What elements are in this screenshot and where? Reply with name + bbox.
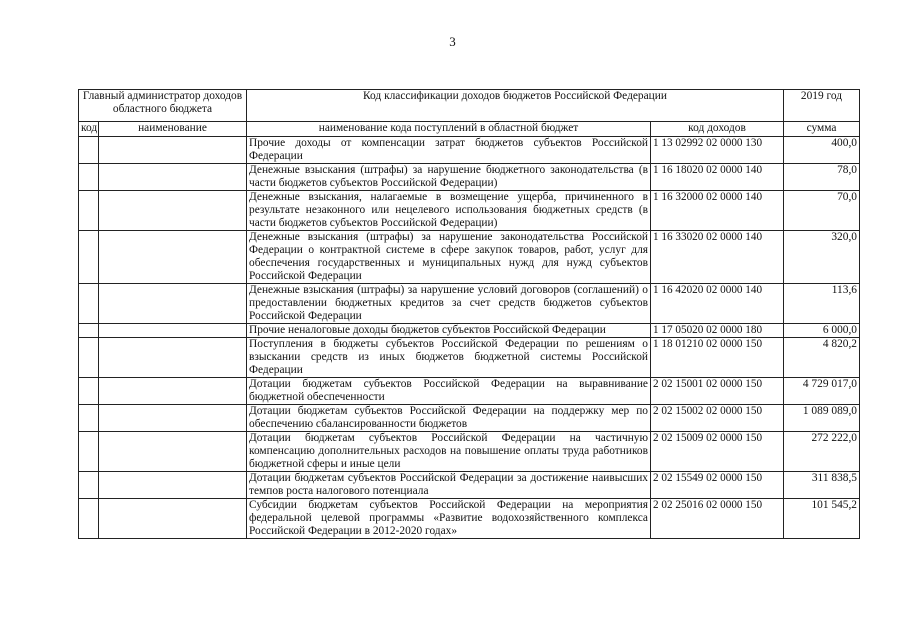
amount-cell: 400,0 [784,137,860,164]
table-row [79,432,860,472]
admin-code-cell [79,164,99,191]
admin-name-cell [99,338,247,378]
admin-name-cell [99,164,247,191]
revenue-name-cell: Субсидии бюджетам субъектов Российской Федерации на мероприятия федеральной целевой программы «Развитие водохозяйственного комплекса Российской Федерации в 2012-2020 годах» [247,499,651,539]
revenue-code-cell: 1 16 18020 02 0000 140 [651,164,784,191]
admin-name-cell [99,231,247,284]
admin-name-cell [99,499,247,539]
header-col-code: код [79,122,99,137]
revenue-name-cell: Поступления в бюджеты субъектов Российской Федерации по решениям о взыскании средств из иных бюджетов бюджетной системы Российской Федерации [247,338,651,378]
revenue-name-cell: Прочие неналоговые доходы бюджетов субъектов Российской Федерации [247,324,651,338]
amount-cell: 101 545,2 [784,499,860,539]
amount-cell: 320,0 [784,231,860,284]
table-header-row-1 [79,90,860,122]
table-row [79,338,860,378]
table-row [79,324,860,338]
header-col-revenue-code: код доходов [651,122,784,137]
admin-code-cell [79,191,99,231]
admin-code-cell [79,405,99,432]
admin-name-cell [99,378,247,405]
header-col-revenue-name: наименование кода поступлений в областной бюджет [247,122,651,137]
header-classification-group: Код классификации доходов бюджетов Российской Федерации [247,90,784,122]
admin-code-cell [79,231,99,284]
revenue-code-cell: 1 16 32000 02 0000 140 [651,191,784,231]
admin-name-cell [99,137,247,164]
admin-name-cell [99,405,247,432]
revenue-code-cell: 2 02 25016 02 0000 150 [651,499,784,539]
table-row [79,164,860,191]
admin-code-cell [79,284,99,324]
amount-cell: 78,0 [784,164,860,191]
table-row [79,231,860,284]
amount-cell: 4 820,2 [784,338,860,378]
admin-name-cell [99,191,247,231]
revenue-code-cell: 2 02 15001 02 0000 150 [651,378,784,405]
revenue-name-cell: Дотации бюджетам субъектов Российской Федерации на выравнивание бюджетной обеспеченности [247,378,651,405]
revenue-name-cell: Денежные взыскания (штрафы) за нарушение условий договоров (соглашений) о предоставлении бюджетных кредитов за счет средств бюджетов субъектов Российской Федерации [247,284,651,324]
admin-code-cell [79,499,99,539]
revenue-code-cell: 1 16 33020 02 0000 140 [651,231,784,284]
revenue-code-cell: 1 18 01210 02 0000 150 [651,338,784,378]
table-row [79,137,860,164]
amount-cell: 6 000,0 [784,324,860,338]
amount-cell: 4 729 017,0 [784,378,860,405]
revenue-name-cell: Дотации бюджетам субъектов Российской Федерации на частичную компенсацию дополнительных расходов на повышение оплаты труда работников бюджетной сферы и иные цели [247,432,651,472]
revenue-name-cell: Дотации бюджетам субъектов Российской Федерации на поддержку мер по обеспечению сбалансированности бюджетов [247,405,651,432]
table-row [79,284,860,324]
page-number: 3 [449,34,456,49]
admin-code-cell [79,338,99,378]
revenue-code-cell: 2 02 15009 02 0000 150 [651,432,784,472]
revenue-classification-table [78,89,860,539]
table-body [79,137,860,539]
table-row [79,191,860,231]
header-year: 2019 год [784,90,860,122]
revenue-code-cell: 1 17 05020 02 0000 180 [651,324,784,338]
table-header-row-2 [79,122,860,137]
revenue-name-cell: Прочие доходы от компенсации затрат бюджетов субъектов Российской Федерации [247,137,651,164]
revenue-name-cell: Денежные взыскания (штрафы) за нарушение бюджетного законодательства (в части бюджетов субъектов Российской Федерации) [247,164,651,191]
amount-cell: 311 838,5 [784,472,860,499]
header-col-name: наименование [99,122,247,137]
admin-code-cell [79,472,99,499]
revenue-name-cell: Денежные взыскания (штрафы) за нарушение законодательства Российской Федерации о контрактной системе в сфере закупок товаров, работ, услуг для обеспечения государственных и муниципальных нужд для нужд субъектов Российской Федерации [247,231,651,284]
revenue-code-cell: 2 02 15549 02 0000 150 [651,472,784,499]
table-row [79,378,860,405]
admin-name-cell [99,324,247,338]
table-row [79,405,860,432]
header-col-amount: сумма [784,122,860,137]
table-row [79,499,860,539]
admin-code-cell [79,378,99,405]
revenue-code-cell: 2 02 15002 02 0000 150 [651,405,784,432]
admin-code-cell [79,432,99,472]
revenue-code-cell: 1 16 42020 02 0000 140 [651,284,784,324]
header-admin-group: Главный администратор доходов областного бюджета [79,90,247,122]
amount-cell: 272 222,0 [784,432,860,472]
revenue-name-cell: Денежные взыскания, налагаемые в возмещение ущерба, причиненного в результате незаконного или нецелевого использования бюджетных средств (в части бюджетов субъектов Российской Федерации) [247,191,651,231]
revenue-name-cell: Дотации бюджетам субъектов Российской Федерации за достижение наивысших темпов роста налогового потенциала [247,472,651,499]
revenue-code-cell: 1 13 02992 02 0000 130 [651,137,784,164]
admin-name-cell [99,472,247,499]
amount-cell: 1 089 089,0 [784,405,860,432]
admin-name-cell [99,432,247,472]
amount-cell: 70,0 [784,191,860,231]
admin-name-cell [99,284,247,324]
admin-code-cell [79,324,99,338]
admin-code-cell [79,137,99,164]
table-row [79,472,860,499]
amount-cell: 113,6 [784,284,860,324]
